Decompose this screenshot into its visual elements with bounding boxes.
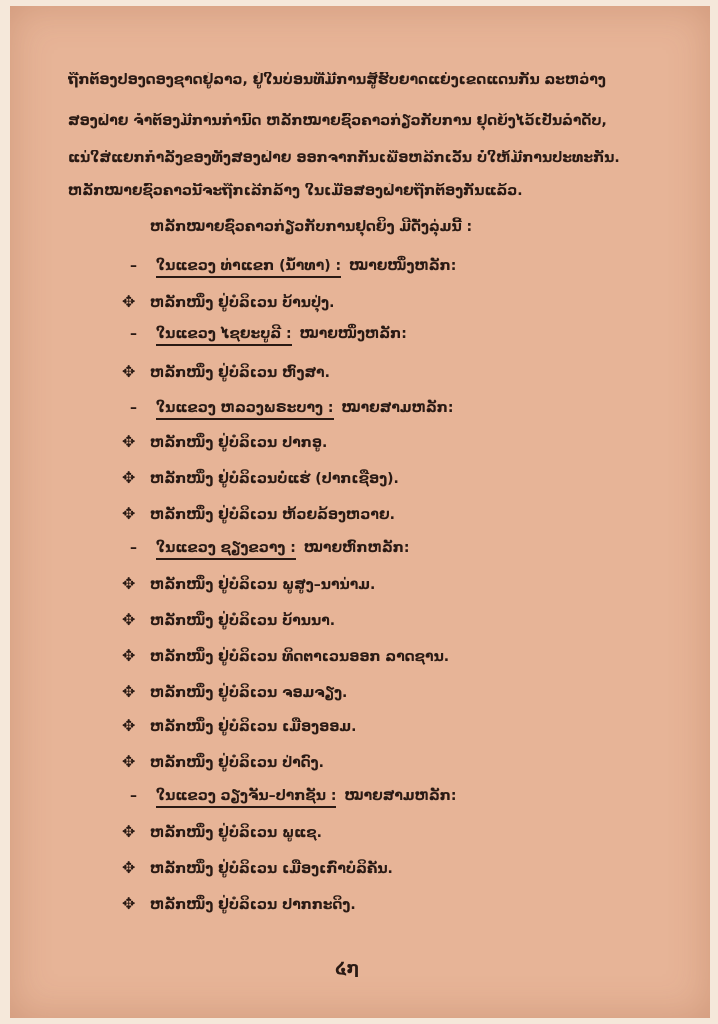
list-item-text: ຫລັກໜຶ່ງ ຢູ່ບໍລິເວນ ປາກກະດິງ. xyxy=(150,897,356,913)
diamond-bullet-icon: ✥ xyxy=(122,752,136,771)
list-item xyxy=(122,858,393,877)
section-heading xyxy=(130,540,409,560)
list-item xyxy=(122,292,334,311)
list-item xyxy=(122,894,356,913)
diamond-bullet-icon: ✥ xyxy=(122,716,136,735)
list-item-text: ຫລັກໜຶ່ງ ຢູ່ບໍລິເວນ ເມືອງອອມ. xyxy=(150,719,357,735)
section-heading xyxy=(130,400,453,420)
region-name: ໃນແຂວງ ຫລວງພຣະບາງ : xyxy=(156,400,334,420)
list-item xyxy=(122,682,347,701)
diamond-bullet-icon: ✥ xyxy=(122,682,136,701)
region-name: ໃນແຂວງ ໄຊຍະບູລີ : xyxy=(156,326,292,346)
diamond-bullet-icon: ✥ xyxy=(122,822,136,841)
list-item xyxy=(122,822,322,841)
list-item-text: ຫລັກໜຶ່ງ ຢູ່ບໍລິເວນ ປ່າດົງ. xyxy=(150,755,324,771)
paragraph-line-3: ແນ່ໃສ່ແຍກກຳລັງຂອງທັງສອງຝ່າຍ ອອກຈາກກັນເພື່ອຫລີກເວັ້ນ ບໍ່ໃຫ້ມີການປະທະກັນ. xyxy=(68,150,620,166)
marker-count: ໝາຍສາມຫລັກ: xyxy=(341,400,454,416)
list-item-text: ຫລັກໜຶ່ງ ຢູ່ບໍລິເວນບໍ່ແຮ່ (ປາກເຊືອງ). xyxy=(150,471,399,487)
list-item-text: ຫລັກໜຶ່ງ ຢູ່ບໍລິເວນ ປາກອູ. xyxy=(150,435,328,451)
dash: – xyxy=(130,400,137,416)
region-name: ໃນແຂວງ ວຽງຈັນ–ປາກຊັນ : xyxy=(156,788,336,808)
dash: – xyxy=(130,540,137,556)
paragraph-line-2: ສອງຝ່າຍ ຈຳຕ້ອງມີການກຳນົດ ຫລັກໝາຍຊົ່ວຄາວກ່ຽວກັບການ ຢຸດຍິງໄວ້ເປັນລຳດັບ, xyxy=(68,113,607,129)
list-item-text: ຫລັກໜຶ່ງ ຢູ່ບໍລິເວນ ບ້ານປຸ່ງ. xyxy=(150,295,335,311)
diamond-bullet-icon: ✥ xyxy=(122,610,136,629)
marker-count: ໝາຍໜຶ່ງຫລັກ: xyxy=(349,258,457,274)
list-item-text: ຫລັກໜຶ່ງ ຢູ່ບໍລິເວນ ພູແຊ. xyxy=(150,825,322,841)
dash: – xyxy=(130,258,137,274)
region-name: ໃນແຂວງ ຊຽງຂວາງ : xyxy=(156,540,296,560)
diamond-bullet-icon: ✥ xyxy=(122,574,136,593)
list-item xyxy=(122,504,395,523)
list-item xyxy=(122,752,324,771)
list-item xyxy=(122,574,375,593)
diamond-bullet-icon: ✥ xyxy=(122,504,136,523)
list-item-text: ຫລັກໜຶ່ງ ຢູ່ບໍລິເວນ ຈອມຈຽງ. xyxy=(150,685,348,701)
list-item-text: ຫລັກໜຶ່ງ ຢູ່ບໍລິເວນ ພູສູງ–ນານ່າມ. xyxy=(150,577,376,593)
dash: – xyxy=(130,326,137,342)
page-number: ໔໗ xyxy=(335,958,360,977)
list-item xyxy=(122,432,327,451)
list-item-text: ຫລັກໜຶ່ງ ຢູ່ບໍລິເວນ ບ້ານນາ. xyxy=(150,613,336,629)
diamond-bullet-icon: ✥ xyxy=(122,468,136,487)
list-item-text: ຫລັກໜຶ່ງ ຢູ່ບໍລິເວນ ຫ້ວຍລ້ອງຫວາຍ. xyxy=(150,507,395,523)
dash: – xyxy=(130,788,137,804)
paragraph-line-4: ຫລັກໝາຍຊົ່ວຄາວນີ້ຈະຖືກເລີກລ້າງ ໃນເມື່ອສອງຝ່າຍຖືກຕ້ອງກັນແລ້ວ. xyxy=(68,183,523,199)
marker-count: ໝາຍຫົກຫລັກ: xyxy=(303,540,410,556)
marker-count: ໝາຍໜຶ່ງຫລັກ: xyxy=(299,326,407,342)
paragraph-line-1: ຖືກຕ້ອງປອງດອງຊາດຢູ່ລາວ, ຢູ່ໃນບ່ອນທີ່ມີການສູ້ຮົບຍາດແຍ່ງເຂດແດນກັນ ລະຫວ່າງ xyxy=(68,72,606,88)
diamond-bullet-icon: ✥ xyxy=(122,432,136,451)
diamond-bullet-icon: ✥ xyxy=(122,858,136,877)
section-heading xyxy=(130,326,407,346)
list-intro: ຫລັກໝາຍຊົ່ວຄາວກ່ຽວກັບການຢຸດຍິງ ມີດັ່ງລຸ່ມນີ້ : xyxy=(150,219,473,235)
region-name: ໃນແຂວງ ທ່າແຂກ (ນ້ຳທາ) : xyxy=(156,258,341,278)
list-item-text: ຫລັກໜຶ່ງ ຢູ່ບໍລິເວນ ຫົງສາ. xyxy=(150,365,330,381)
section-heading xyxy=(130,788,456,808)
section-heading xyxy=(130,258,456,278)
list-item xyxy=(122,362,330,381)
marker-count: ໝາຍສາມຫລັກ: xyxy=(344,788,457,804)
diamond-bullet-icon: ✥ xyxy=(122,646,136,665)
diamond-bullet-icon: ✥ xyxy=(122,292,136,311)
list-item xyxy=(122,468,399,487)
list-item xyxy=(122,646,449,665)
list-item xyxy=(122,716,356,735)
list-item xyxy=(122,610,335,629)
diamond-bullet-icon: ✥ xyxy=(122,894,136,913)
list-item-text: ຫລັກໜຶ່ງ ຢູ່ບໍລິເວນ ທິດຕາເວນອອກ ລາດຊານ. xyxy=(150,649,450,665)
diamond-bullet-icon: ✥ xyxy=(122,362,136,381)
list-item-text: ຫລັກໜຶ່ງ ຢູ່ບໍລິເວນ ເມືອງເກົ່າບໍລິຄັນ. xyxy=(150,861,393,877)
